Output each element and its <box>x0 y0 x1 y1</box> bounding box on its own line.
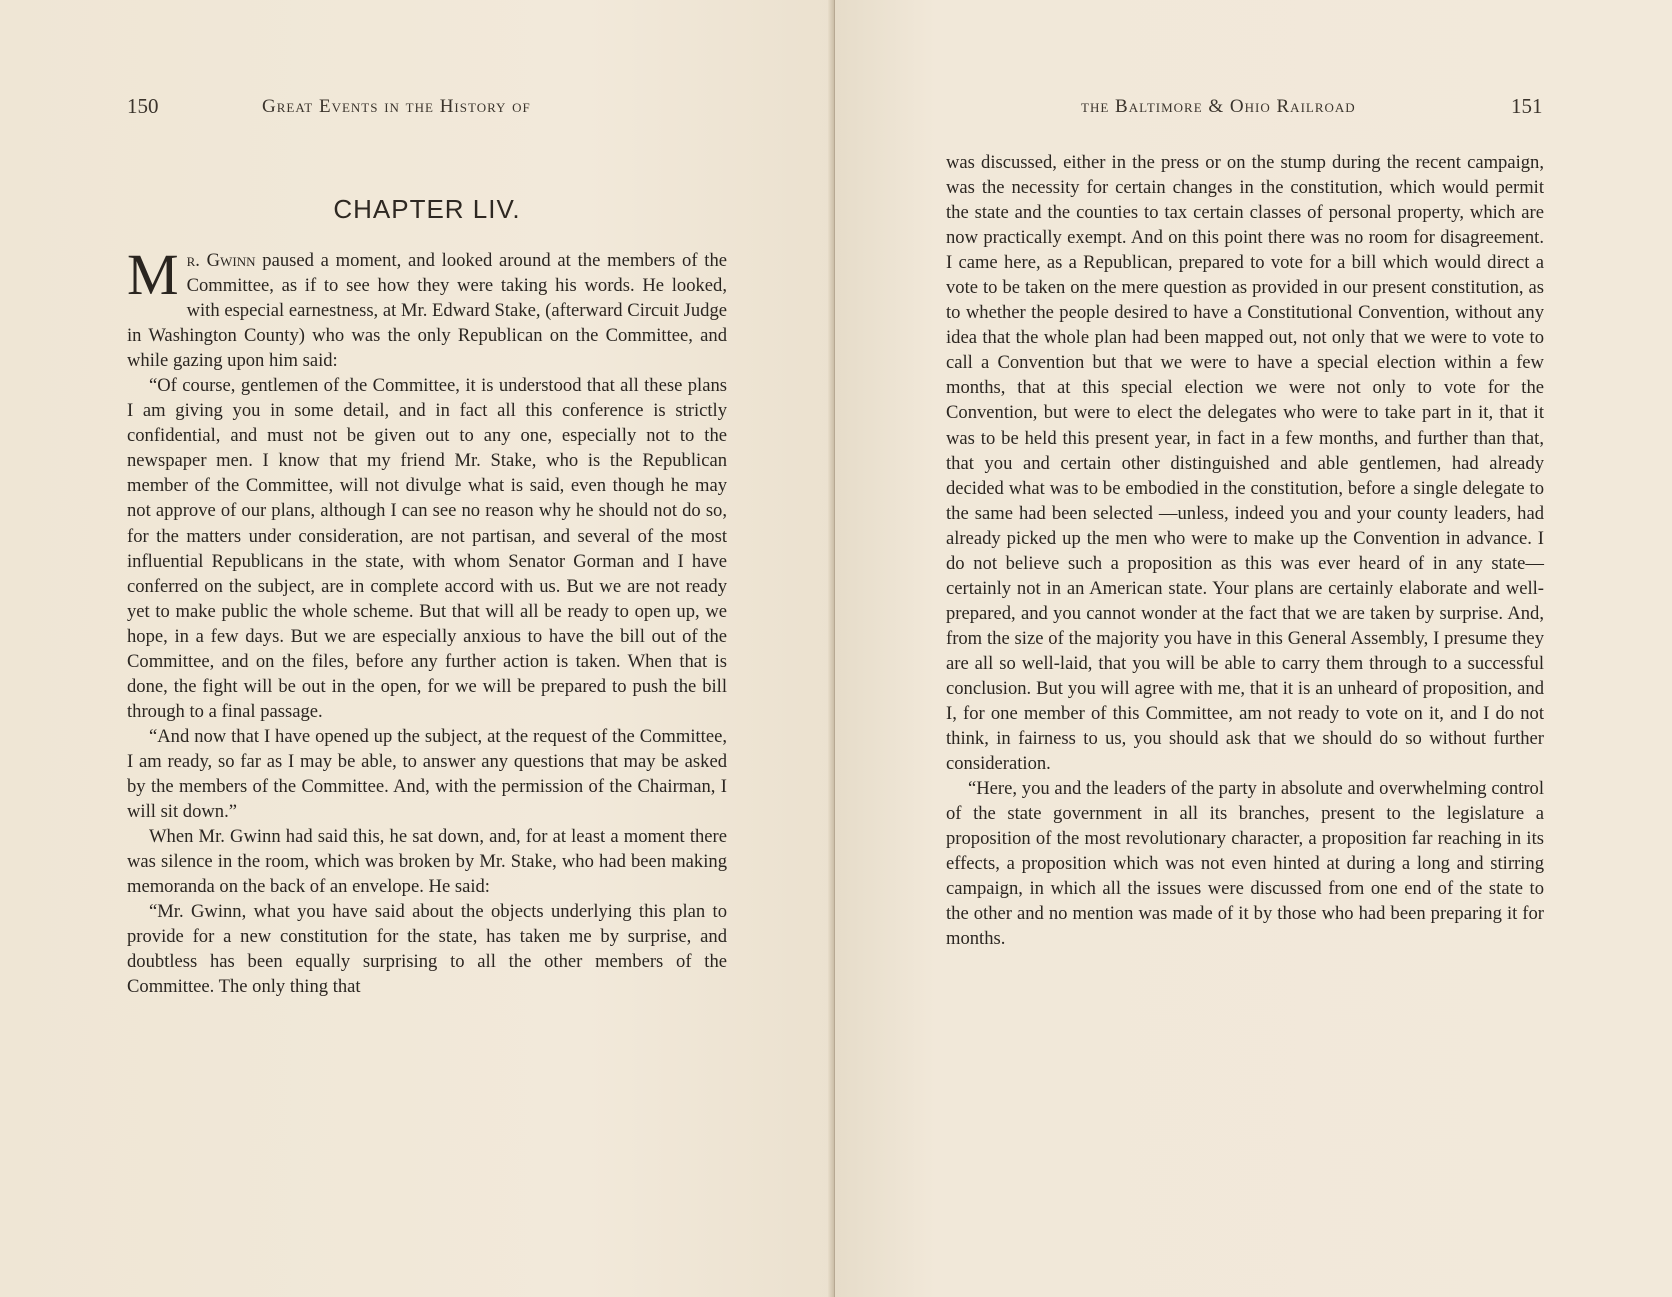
right-page <box>835 0 1672 1297</box>
right-body-text <box>946 150 1544 952</box>
paragraph-7: “Here, you and the leaders of the party in absolute and overwhelming control of the state government in all its branches, present to the legislature a proposition of the most revolutionary character, a proposition far reaching in its effects, a proposition which was not even hinted at during a long and stirring campaign, in which all the issues were discussed from one end of the state to the other and no mention was made of it by those who had been preparing it for months. <box>946 778 1544 950</box>
page-number-left: 150 <box>127 94 159 118</box>
paragraph-5: “Mr. Gwinn, what you have said about the objects underlying this plan to provide for a new constitution for the state, has taken me by surprise, and doubtless has been equally surprising to all the other members of the Committee. The only thing that <box>127 901 727 998</box>
running-head-right: the Baltimore & Ohio Railroad <box>1081 96 1356 117</box>
opening-small-caps: r. Gwinn <box>186 250 256 271</box>
page-number-right: 151 <box>1511 94 1543 118</box>
paragraph-1 <box>127 242 727 373</box>
chapter-title: CHAPTER LIV. <box>333 194 521 224</box>
paragraph-4: When Mr. Gwinn had said this, he sat down, and, for at least a moment there was silence in the room, which was broken by Mr. Stake, who had been making memoranda on the back of an envelope. He said: <box>127 826 727 898</box>
paragraph-1-text: paused a moment, and looked around at the members of the Committee, as if to see how they were taking his words. He looked, with especial earnestness, at Mr. Edward Stake, (afterward Circuit Judge in Washington County) who was the only Republican on the Committee, and while gazing upon him said: <box>127 250 727 372</box>
paragraph-2: “Of course, gentlemen of the Committee, it is understood that all these plans I am giving you in some detail, and in fact all this conference is strictly confidential, and must not be given out to any one, especially not to the newspaper men. I know that my friend Mr. Stake, who is the Republican member of the Committee, will not divulge what is said, even though he may not approve of our plans, although I can see no reason why he should not do so, for the matters under consideration, are not partisan, and several of the most influential Republicans in the state, with whom Senator Gorman and I have conferred on the subject, are in complete accord with us. But we are not ready yet to make public the whole scheme. But that will all be ready to open up, we hope, in a few days. But we are especially anxious to have the bill out of the Committee, and on the files, before any further action is taken. When that is done, the fight will be out in the open, for we will be prepared to push the bill through to a final passage. <box>127 375 727 722</box>
paragraph-6: was discussed, either in the press or on the stump during the recent campaign, was the necessity for certain changes in the constitution, which would permit the state and the counties to tax certain classes of personal property, which are now practically exempt. And on this point there was no room for disagreement. I came here, as a Republican, prepared to vote for a bill which would direct a vote to be taken on the mere question as provided in our present constitution, as to whether the people desired to have a Constitutional Convention, without any idea that the whole plan had been mapped out, not only that we were to vote to call a Convention but that we were to have a special election within a few months, that at this special election we were not only to vote for the Convention, but were to elect the delegates who were to take part in it, that it was to be held this present year, in fact in a few months, and further than that, that you and certain other distinguished and able gentlemen, had already decided what was to be embodied in the constitution, before a single delegate to the same had been selected —unless, indeed you and your county leaders, had already picked up the men who were to make up the Convention in advance. I do not believe such a proposition as this was ever heard of in any state—certainly not in an American state. Your plans are certainly elaborate and well-prepared, and you cannot wonder at the fact that we are taken by surprise. And, from the size of the majority you have in this General Assembly, I presume they are all so well-laid, that you will be able to carry them through to a successful conclusion. But you will agree with me, that it is an unheard of proposition, and I, for one member of this Committee, am not ready to vote on it, and I do not think, in fairness to us, you should ask that we should do so without further consideration. <box>946 152 1544 775</box>
left-body-text <box>127 242 727 999</box>
paragraph-3: “And now that I have opened up the subject, at the request of the Committee, I am ready, so far as I may be able, to answer any questions that may be asked by the members of the Committee. And, with the permission of the Chairman, I will sit down.” <box>127 725 727 823</box>
drop-cap: M <box>127 242 179 307</box>
running-head-left: Great Events in the History of <box>262 96 531 117</box>
left-page <box>0 0 835 1297</box>
